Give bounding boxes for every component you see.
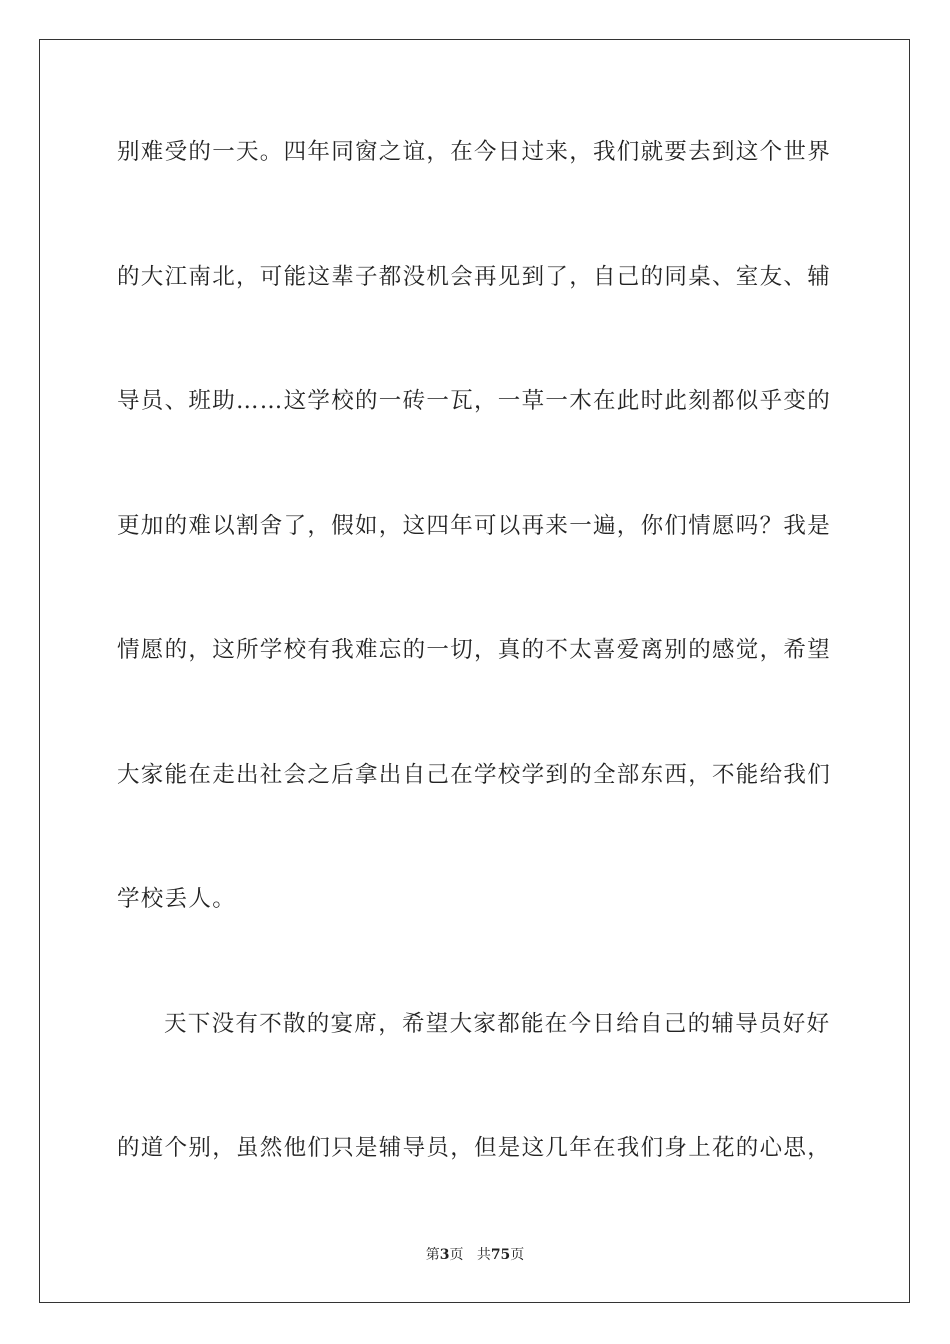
text-line: 别难受的一天。四年同窗之谊，在今日过来，我们就要去到这个世界 [117, 139, 832, 165]
text-line: 导员、班助……这学校的一砖一瓦，一草一木在此时此刻都似乎变的 [117, 388, 832, 414]
text-line: 天下没有不散的宴席，希望大家都能在今日给自己的辅导员好好 [164, 1010, 831, 1037]
text-line: 的大江南北，可能这辈子都没机会再见到了，自己的同桌、室友、辅 [117, 263, 832, 290]
text-line: 情愿的，这所学校有我难忘的一切，真的不太喜爱离别的感觉，希望 [117, 637, 832, 663]
page-footer [0, 1244, 950, 1264]
total-prefix: 共 [476, 1247, 491, 1263]
text-line: 大家能在走出社会之后拿出自己在学校学到的全部东西，不能给我们 [117, 761, 832, 788]
page-number: 3 [439, 1247, 450, 1263]
paragraph-2 [117, 1007, 835, 1256]
text-line: 更加的难以割舍了，假如，这四年可以再来一遍，你们情愿吗？我是 [117, 512, 832, 539]
page-prefix: 第 [425, 1247, 440, 1263]
paragraph-1 [117, 135, 835, 1007]
page-suffix: 页 [449, 1247, 464, 1263]
total-pages: 75 [490, 1247, 511, 1263]
document-body [117, 135, 835, 1256]
text-line: 学校丢人。 [117, 886, 237, 912]
text-line: 的道个别，虽然他们只是辅导员，但是这几年在我们身上花的心思， [117, 1135, 832, 1161]
total-suffix: 页 [510, 1247, 525, 1263]
